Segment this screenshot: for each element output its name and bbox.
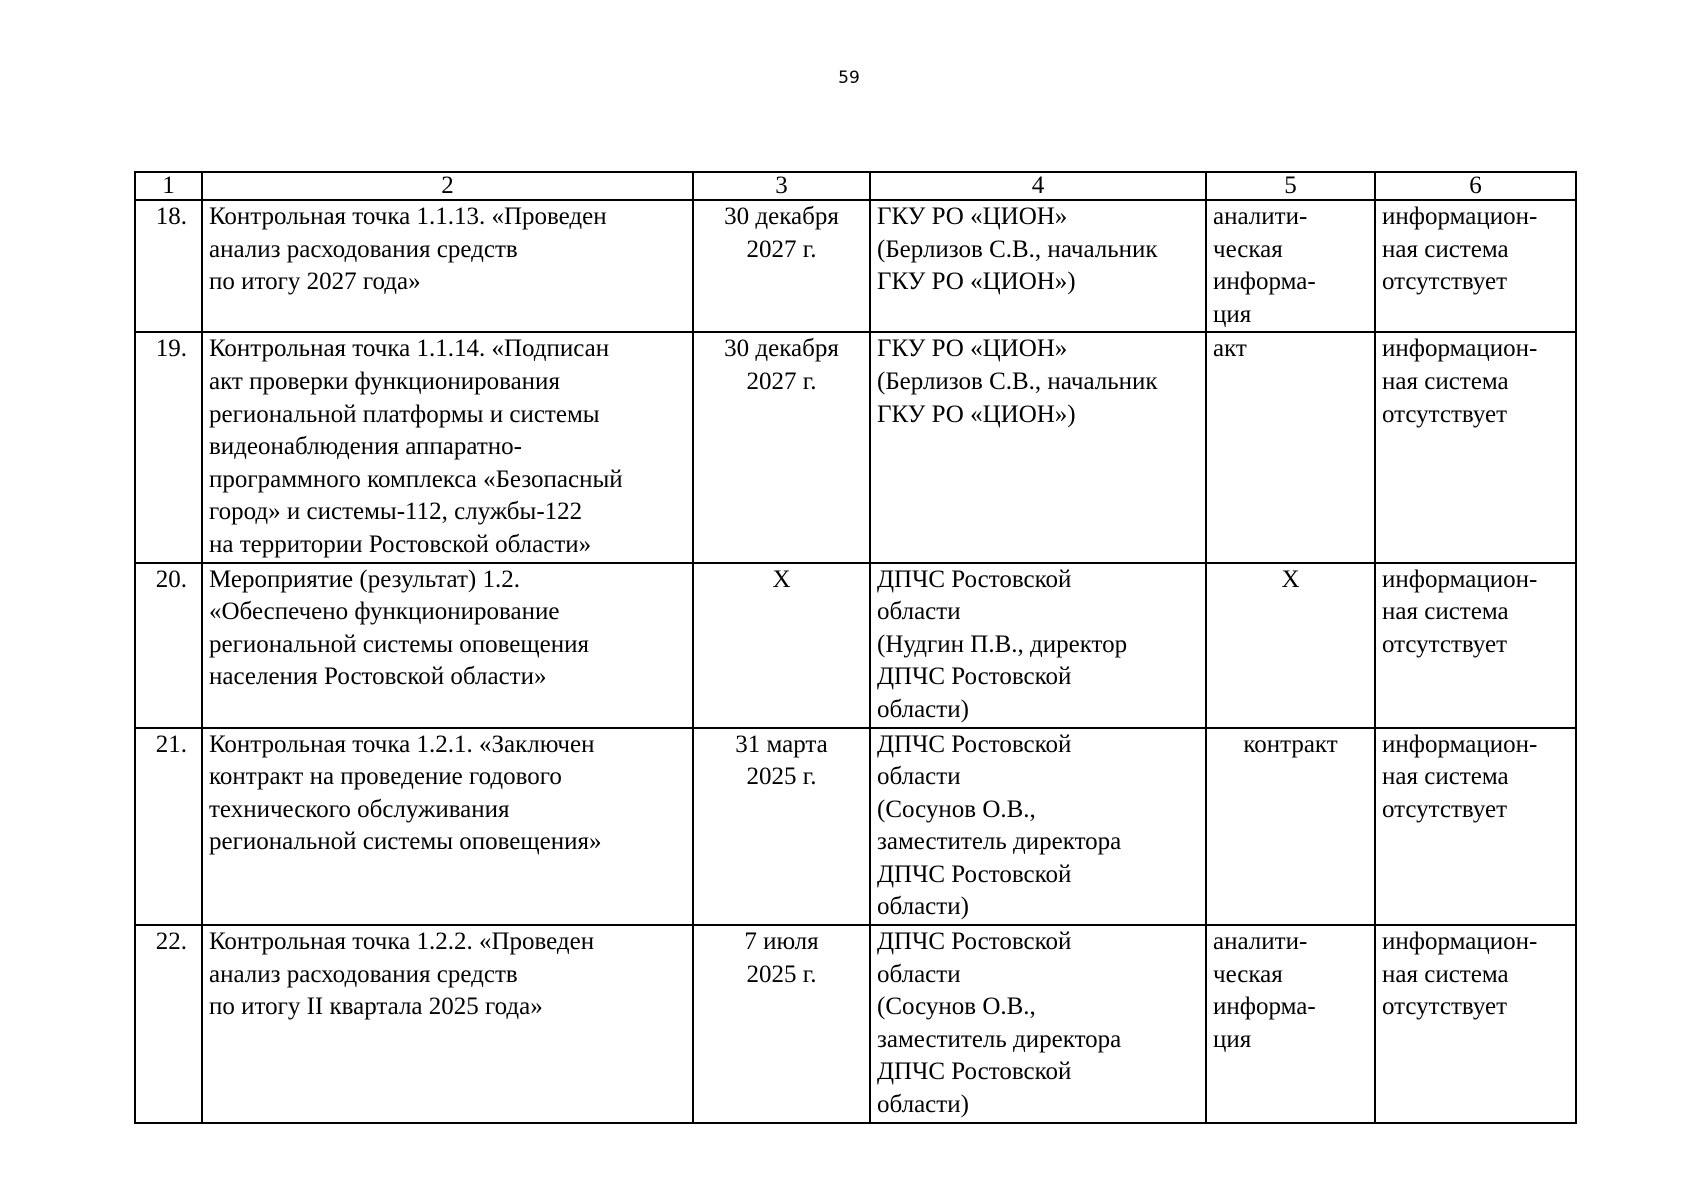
information-system: информацион- ная система отсутствует [1375, 332, 1576, 562]
control-point-name: Контрольная точка 1.2.1. «Заключен контракт на проведение годового технического обслуживания региональной системы оповещения» [202, 728, 693, 926]
deadline-date: 7 июля 2025 г. [693, 925, 870, 1123]
information-system: информацион- ная система отсутствует [1375, 563, 1576, 728]
control-point-name: Контрольная точка 1.1.14. «Подписан акт проверки функционирования региональной платформы и системы видеонаблюдения аппаратно- программного комплекса «Безопасный город» и системы-112, службы-122 на территории Ростовской области» [202, 332, 693, 562]
table-row [135, 563, 1576, 728]
row-number: 22. [135, 925, 202, 1123]
row-number: 21. [135, 728, 202, 926]
information-system: информацион- ная система отсутствует [1375, 200, 1576, 332]
document-type: аналити- ческая информа- ция [1206, 200, 1375, 332]
column-header: 5 [1206, 172, 1375, 200]
column-header: 4 [870, 172, 1206, 200]
page-number: 59 [838, 68, 860, 88]
table-header-row [135, 172, 1576, 200]
table-row [135, 200, 1576, 332]
information-system: информацион- ная система отсутствует [1375, 925, 1576, 1123]
responsible-party: ДПЧС Ростовской области (Сосунов О.В., заместитель директора ДПЧС Ростовской области) [870, 925, 1206, 1123]
deadline-date: 30 декабря 2027 г. [693, 332, 870, 562]
row-number: 18. [135, 200, 202, 332]
column-header: 3 [693, 172, 870, 200]
column-header: 1 [135, 172, 202, 200]
responsible-party: ГКУ РО «ЦИОН» (Берлизов С.В., начальник ГКУ РО «ЦИОН») [870, 332, 1206, 562]
information-system: информацион- ная система отсутствует [1375, 728, 1576, 926]
responsible-party: ДПЧС Ростовской области (Нудгин П.В., директор ДПЧС Ростовской области) [870, 563, 1206, 728]
deadline-date: 31 марта 2025 г. [693, 728, 870, 926]
document-type: контракт [1206, 728, 1375, 926]
control-point-name: Мероприятие (результат) 1.2. «Обеспечено функционирование региональной системы оповещения населения Ростовской области» [202, 563, 693, 728]
responsible-party: ГКУ РО «ЦИОН» (Берлизов С.В., начальник ГКУ РО «ЦИОН») [870, 200, 1206, 332]
column-header: 6 [1375, 172, 1576, 200]
control-point-name: Контрольная точка 1.1.13. «Проведен анализ расходования средств по итогу 2027 года» [202, 200, 693, 332]
deadline-date: 30 декабря 2027 г. [693, 200, 870, 332]
deadline-date: Х [693, 563, 870, 728]
document-type: аналити- ческая информа- ция [1206, 925, 1375, 1123]
row-number: 20. [135, 563, 202, 728]
column-header: 2 [202, 172, 693, 200]
control-point-name: Контрольная точка 1.2.2. «Проведен анализ расходования средств по итогу II квартала 2025 года» [202, 925, 693, 1123]
table-row [135, 925, 1576, 1123]
responsible-party: ДПЧС Ростовской области (Сосунов О.В., заместитель директора ДПЧС Ростовской области) [870, 728, 1206, 926]
table-row [135, 728, 1576, 926]
control-points-table [134, 171, 1577, 1124]
document-type: Х [1206, 563, 1375, 728]
table-row [135, 332, 1576, 562]
row-number: 19. [135, 332, 202, 562]
document-type: акт [1206, 332, 1375, 562]
